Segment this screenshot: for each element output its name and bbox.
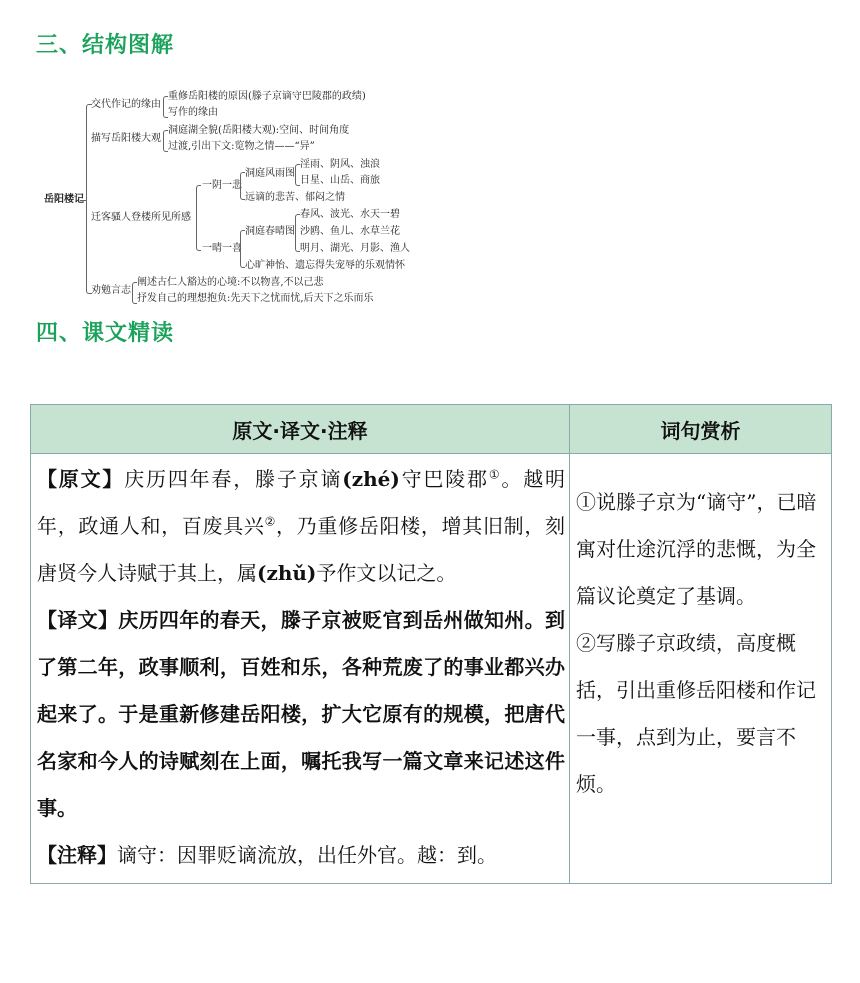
diagram-branch-1: 交代作记的缘由 — [91, 99, 161, 110]
diagram-root: 岳阳楼记 — [44, 194, 84, 205]
notes-tag: 【注释】 — [37, 843, 117, 867]
diagram-leaf: 阐述古仁人豁达的心境:不以物喜,不以己悲 — [137, 277, 324, 288]
diagram-sad-scene: 洞庭风雨图 — [245, 168, 295, 179]
diagram-branch-4: 劝勉言志 — [91, 285, 131, 296]
diagram-leaf: 写作的缘由 — [168, 107, 218, 118]
text-cell — [31, 454, 570, 884]
diagram-leaf: 明月、湖光、月影、渔人 — [300, 243, 410, 254]
diagram-connector — [80, 200, 86, 201]
pinyin: (zhǔ) — [257, 561, 317, 585]
reading-table — [30, 404, 832, 884]
diagram-leaf: 洞庭湖全貌(岳阳楼大观):空间、时间角度 — [168, 125, 350, 136]
section-heading-structure: 三、结构图解 — [36, 33, 175, 58]
original-part: 庆历四年春，滕子京谪 — [124, 467, 343, 491]
section-heading-reading: 四、课文精读 — [36, 321, 175, 346]
diagram-leaf: 日星、山岳、商旅 — [300, 175, 380, 186]
diagram-leaf: 抒发自己的理想抱负:先天下之忧而忧,后天下之乐而乐 — [137, 293, 374, 304]
original-part: 。越明年，政通人和，百废具兴 — [37, 467, 566, 538]
diagram-leaf: 过渡,引出下文:览物之情——“异” — [168, 141, 315, 152]
diagram-happy-label: 一晴一喜 — [202, 243, 242, 254]
translation-text — [37, 597, 565, 832]
translation-tag: 【译文】 — [37, 608, 119, 632]
note-ref-1: ① — [488, 467, 502, 482]
notes-text — [37, 832, 565, 879]
diagram-leaf: 春风、波光、水天一碧 — [300, 209, 400, 220]
analysis-item-1: ①说滕子京为“谪守”，已暗寓对仕途沉浮的悲慨，为全篇议论奠定了基调。 — [576, 490, 817, 608]
translation-body: 庆历四年的春天，滕子京被贬官到岳州做知州。到了第二年，政事顺利，百姓和乐，各种荒废了的事业都兴办起来了。于是重新修建岳阳楼，扩大它原有的规模，把唐代名家和今人的诗赋刻在上面，嘱托我写一篇文章来记述这件事。 — [37, 608, 566, 820]
original-part: 予作文以记之。 — [316, 561, 457, 585]
diagram-sad-feeling: 远谪的悲苦、郁闷之情 — [245, 192, 345, 203]
analysis-item-2: ②写滕子京政绩，高度概括，引出重修岳阳楼和作记一事，点到为止，要言不烦。 — [576, 631, 816, 796]
original-part: ，乃重修岳阳楼，增其旧制，刻唐贤今人诗赋于其上，属 — [37, 514, 566, 585]
diagram-leaf: 淫雨、阴风、浊浪 — [300, 159, 380, 170]
notes-body: 谪守：因罪贬谪流放，出任外官。越：到。 — [117, 843, 497, 867]
pinyin: (zhé) — [342, 467, 400, 491]
col-header-analysis: 词句赏析 — [570, 405, 832, 454]
structure-diagram — [0, 0, 860, 320]
original-text — [37, 456, 565, 597]
diagram-happy-feeling: 心旷神怡、遗忘得失宠辱的乐观情怀 — [245, 260, 405, 271]
analysis-cell — [570, 454, 832, 884]
diagram-happy-scene: 洞庭春晴图 — [245, 226, 295, 237]
diagram-branch-2: 描写岳阳楼大观 — [91, 133, 161, 144]
original-tag: 【原文】 — [37, 467, 125, 491]
original-part: 守巴陵郡 — [399, 467, 489, 491]
diagram-bracket — [196, 185, 201, 251]
col-header-text: 原文·译文·注释 — [31, 405, 570, 454]
diagram-leaf: 沙鸥、鱼儿、水草兰花 — [300, 226, 400, 237]
note-ref-2: ② — [264, 514, 277, 529]
diagram-leaf: 重修岳阳楼的原因(滕子京谪守巴陵郡的政绩) — [168, 91, 366, 102]
diagram-branch-3: 迁客骚人登楼所见所感 — [91, 212, 191, 223]
diagram-sad-label: 一阴一悲 — [202, 180, 242, 191]
